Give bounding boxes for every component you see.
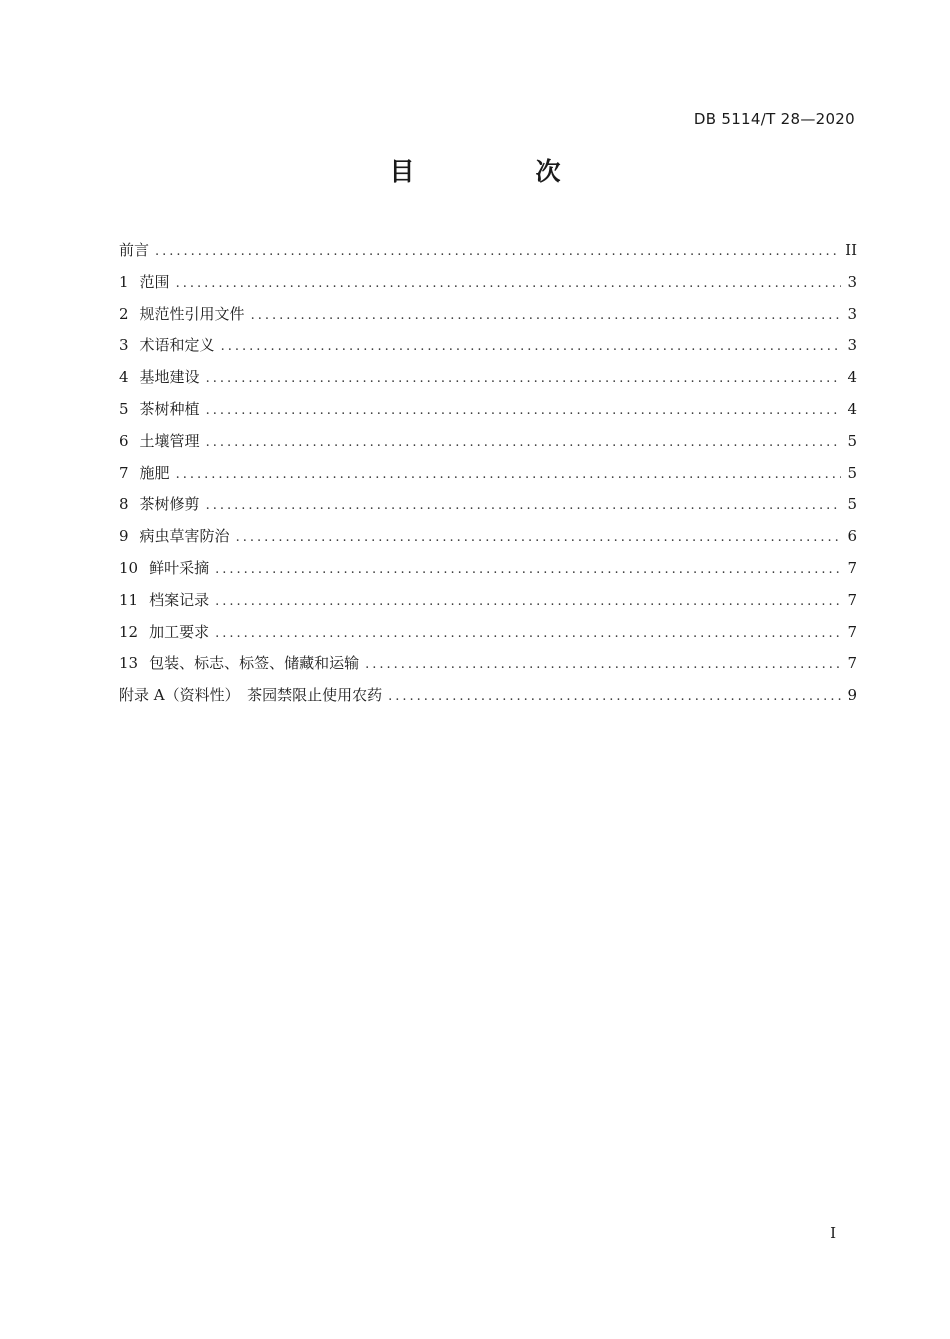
toc-entry[interactable] — [119, 267, 857, 299]
toc-entry-page: 4 — [847, 368, 857, 387]
toc-entry[interactable] — [119, 362, 857, 394]
toc-entry[interactable] — [119, 299, 857, 331]
toc-entry-label — [119, 458, 170, 490]
toc-entry-page: 5 — [847, 431, 857, 450]
toc-entry-text: 施肥 — [139, 463, 170, 482]
toc-entry-annex[interactable] — [119, 680, 857, 712]
table-of-contents — [119, 235, 857, 712]
toc-entry[interactable] — [119, 394, 857, 426]
toc-entry[interactable] — [119, 458, 857, 490]
toc-entry[interactable] — [119, 553, 857, 585]
toc-entry-page: 4 — [847, 399, 857, 418]
toc-entry[interactable] — [119, 330, 857, 362]
toc-entry-page: 7 — [847, 622, 857, 641]
toc-leader-dots — [215, 554, 841, 586]
toc-leader-dots — [215, 586, 841, 618]
toc-entry-label — [119, 330, 215, 362]
toc-leader-dots — [155, 236, 839, 268]
toc-leader-dots — [206, 363, 842, 395]
toc-entry-label — [119, 553, 209, 585]
toc-entry-number: 5 — [119, 399, 129, 418]
toc-entry-label — [119, 521, 230, 553]
toc-entry-label — [119, 648, 359, 680]
toc-leader-dots — [221, 331, 842, 363]
toc-entry-page: 3 — [847, 304, 857, 323]
toc-entry[interactable] — [119, 426, 857, 458]
toc-entry[interactable] — [119, 585, 857, 617]
toc-entry-number: 4 — [119, 368, 129, 387]
toc-entry-page: 9 — [847, 686, 857, 705]
toc-entry[interactable] — [119, 521, 857, 553]
toc-entry-page: 7 — [847, 654, 857, 673]
toc-entry-number: 11 — [119, 590, 139, 609]
toc-leader-dots — [388, 681, 841, 713]
toc-entry-label — [119, 617, 209, 649]
toc-entry-label: 附录 A（资料性） 茶园禁限止使用农药 — [119, 686, 383, 705]
toc-entry-text: 土壤管理 — [139, 431, 200, 450]
toc-entry-text: 规范性引用文件 — [139, 304, 245, 323]
toc-entry[interactable] — [119, 648, 857, 680]
toc-entry-text: 鲜叶采摘 — [149, 558, 210, 577]
toc-entry-page: 3 — [847, 336, 857, 355]
toc-entry-number: 2 — [119, 304, 129, 323]
toc-entry-label: 前言 — [119, 241, 150, 259]
toc-entry-page: 6 — [847, 527, 857, 546]
toc-entry-label — [119, 489, 200, 521]
toc-leader-dots — [206, 395, 842, 427]
toc-entry-page: 5 — [847, 463, 857, 482]
toc-leader-dots — [236, 522, 842, 554]
toc-entry-number: 7 — [119, 463, 129, 482]
toc-leader-dots — [251, 300, 842, 332]
toc-entry-number: 12 — [119, 622, 139, 641]
toc-leader-dots — [176, 268, 842, 300]
toc-entry[interactable] — [119, 235, 857, 267]
toc-entry[interactable] — [119, 489, 857, 521]
page-title: 目 次 — [389, 157, 609, 186]
toc-entry-text: 术语和定义 — [139, 336, 215, 355]
toc-entry-label — [119, 426, 200, 458]
toc-leader-dots — [365, 649, 841, 681]
toc-leader-dots — [176, 459, 842, 491]
toc-entry-page: 7 — [847, 590, 857, 609]
toc-leader-dots — [215, 618, 841, 650]
toc-entry-text: 包装、标志、标签、储藏和运输 — [149, 654, 360, 673]
toc-entry-number: 13 — [119, 654, 139, 673]
toc-entry-text: 茶树种植 — [139, 399, 200, 418]
toc-entry-label — [119, 299, 245, 331]
toc-entry-page: II — [845, 241, 857, 259]
toc-entry-number: 10 — [119, 558, 139, 577]
toc-entry-text: 茶树修剪 — [139, 495, 200, 514]
toc-entry-number: 8 — [119, 495, 129, 514]
toc-entry-page: 3 — [847, 272, 857, 291]
toc-entry-label — [119, 267, 170, 299]
toc-entry-number: 6 — [119, 431, 129, 450]
toc-entry-number: 1 — [119, 272, 129, 291]
toc-entry-page: 5 — [847, 495, 857, 514]
toc-entry-text: 加工要求 — [149, 622, 210, 641]
document-code: DB 5114/T 28—2020 — [693, 110, 855, 128]
toc-leader-dots — [206, 427, 842, 459]
toc-entry-number: 3 — [119, 336, 129, 355]
toc-entry-label — [119, 394, 200, 426]
toc-entry-text: 病虫草害防治 — [139, 527, 230, 546]
page-number: I — [830, 1224, 836, 1242]
toc-leader-dots — [206, 490, 842, 522]
toc-entry-text: 范围 — [139, 272, 170, 291]
toc-entry-number: 9 — [119, 527, 129, 546]
toc-entry-text: 档案记录 — [149, 590, 210, 609]
toc-entry-label — [119, 585, 209, 617]
toc-entry-page: 7 — [847, 558, 857, 577]
toc-entry-text: 基地建设 — [139, 368, 200, 387]
toc-entry[interactable] — [119, 617, 857, 649]
toc-entry-label — [119, 362, 200, 394]
